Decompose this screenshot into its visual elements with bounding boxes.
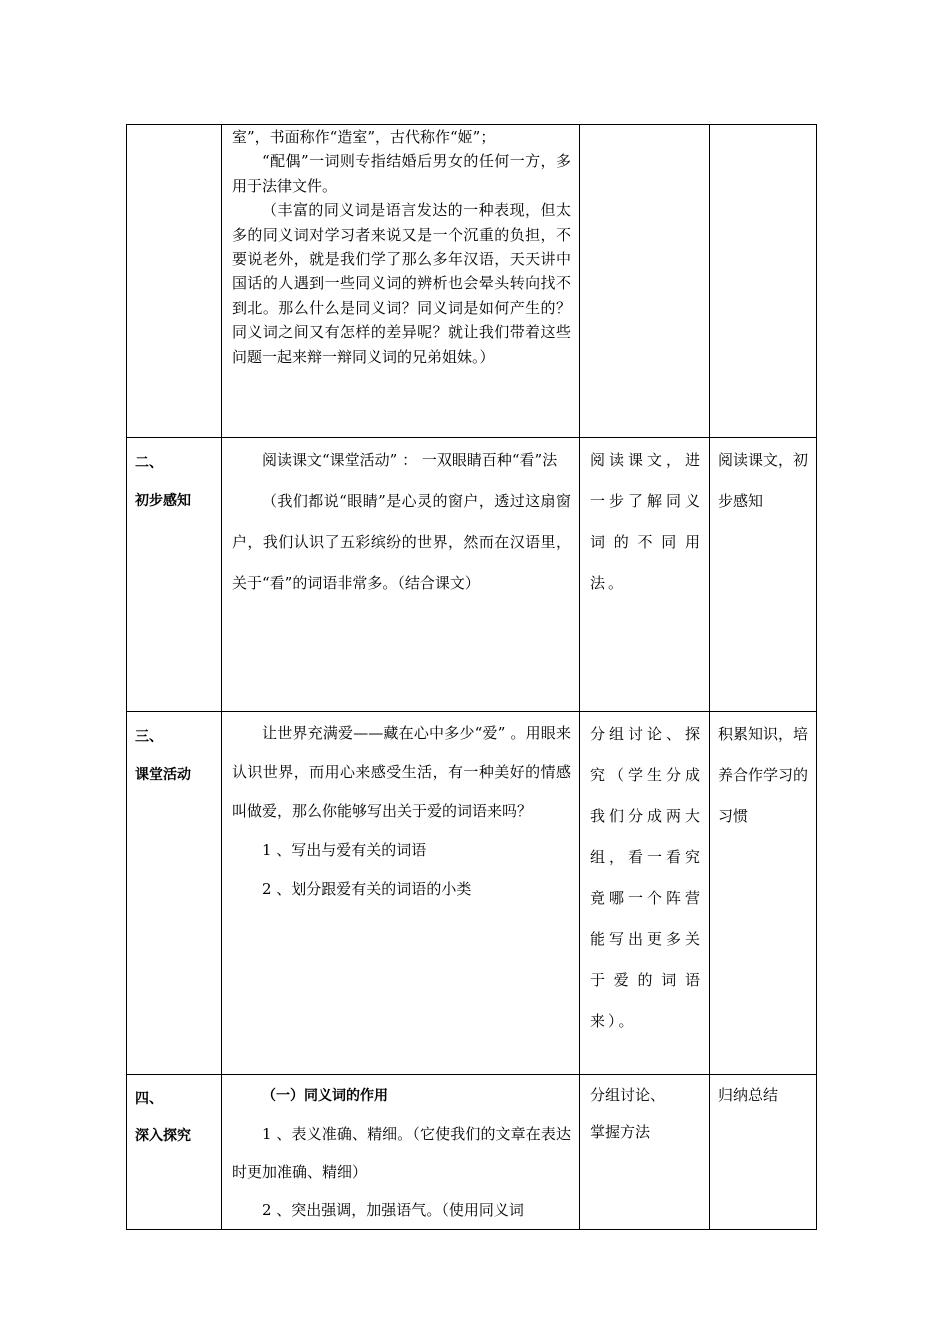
stage-cell: [127, 1075, 222, 1230]
table-row: [127, 125, 817, 438]
student-activity-cell: [580, 712, 710, 1075]
design-intent-cell: [710, 712, 817, 1075]
table-row: [127, 1075, 817, 1230]
stage-number: 三、: [135, 729, 163, 745]
stage-cell: [127, 125, 222, 438]
content-paragraph: （我们都说“眼睛”是心灵的窗户，透过这扇窗户，我们认识了五彩缤纷的世界，然而在汉语里，关于“看”的词语非常多。（结合课文）: [232, 492, 571, 592]
content-cell: [222, 125, 580, 438]
content-paragraph: 让世界充满爱——藏在心中多少“爱” 。用眼来认识世界，而用心来感受生活，有一种美好的情感叫做爱，那么你能够写出关于爱的词语来吗？: [232, 724, 571, 820]
student-activity-text: 分组讨论、探究（学生分成我们分成两大组，看一看究竟哪一个阵营能写出更多关于爱的词语来）。: [590, 725, 703, 1030]
student-activity-line: 分组讨论、: [590, 1086, 666, 1104]
design-intent-text: 积累知识，培养合作学习的习惯: [718, 725, 809, 825]
table-row: [127, 438, 817, 712]
stage-title: 初步感知: [135, 493, 191, 509]
stage-number: 二、: [135, 455, 163, 471]
content-paragraph: “配偶”一词则专指结婚后男女的任何一方，多用于法律文件。: [232, 152, 571, 195]
student-activity-cell: [580, 125, 710, 438]
content-paragraph: （丰富的同义词是语言发达的一种表现，但太多的同义词对学习者来说又是一个沉重的负担，不要说老外，就是我们学了那么多年汉语，天天讲中国话的人遇到一些同义词的辨析也会晕头转向找不到北。那么什么是同义词？同义词是如何产生的？同义词之间又有怎样的差异呢？就让我们带着这些问题一起来辩一辩同义词的兄弟姐妹。）: [232, 201, 571, 366]
design-intent-cell: [710, 438, 817, 712]
content-paragraph: 室”，书面称作“造室”，古代称作“姬”；: [232, 128, 496, 146]
design-intent-text: 归纳总结: [718, 1086, 779, 1104]
table-row: [127, 712, 817, 1075]
design-intent-text: 阅读课文，初步感知: [718, 451, 809, 510]
content-paragraph: 2 、突出强调，加强语气。（使用同义词: [262, 1201, 524, 1219]
stage-cell: [127, 438, 222, 712]
design-intent-cell: [710, 1075, 817, 1230]
content-cell: [222, 438, 580, 712]
stage-cell: [127, 712, 222, 1075]
content-cell: [222, 712, 580, 1075]
student-activity-cell: [580, 1075, 710, 1230]
design-intent-cell: [710, 125, 817, 438]
student-activity-line: 掌握方法: [590, 1123, 651, 1141]
section-subtitle: （一）同义词的作用: [262, 1088, 388, 1104]
content-paragraph: 2 、划分跟爱有关的词语的小类: [262, 880, 472, 898]
student-activity-text: 阅读课文，进一步了解同义词的不同用法。: [590, 451, 703, 592]
stage-title: 深入探究: [135, 1128, 191, 1144]
content-cell: [222, 1075, 580, 1230]
content-paragraph: 阅读课文“课堂活动” ： 一双眼睛百种“看”法: [262, 451, 558, 469]
student-activity-cell: [580, 438, 710, 712]
content-paragraph: 1 、表义准确、精细。（它使我们的文章在表达时更加准确、精细）: [232, 1125, 571, 1181]
stage-title: 课堂活动: [135, 767, 191, 783]
content-paragraph: 1 、写出与爱有关的词语: [262, 841, 427, 859]
stage-number: 四、: [135, 1091, 163, 1107]
lesson-plan-table: [126, 124, 817, 1230]
